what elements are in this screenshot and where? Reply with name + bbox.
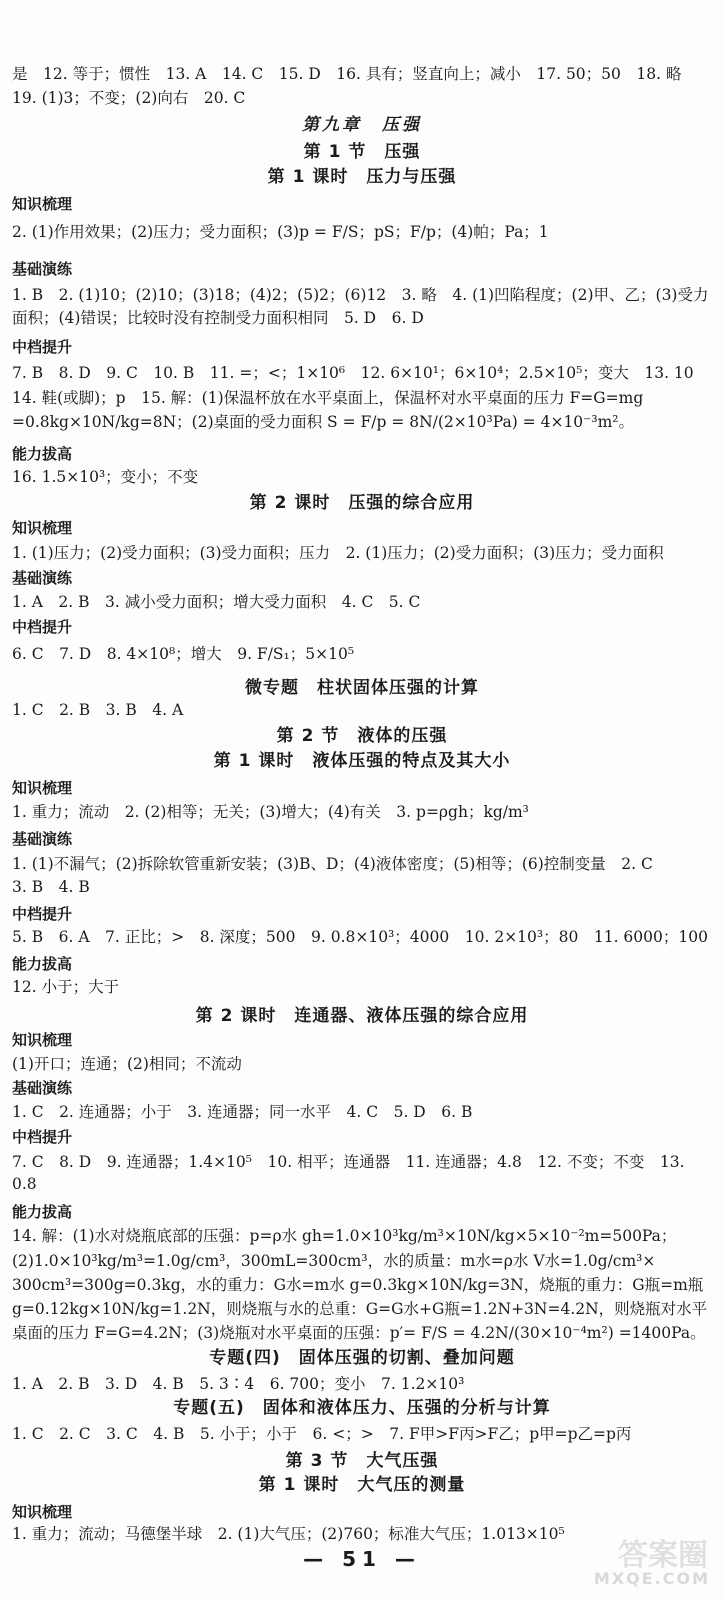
- answer-line: 0.8: [12, 1175, 37, 1193]
- subsection-heading: 基础演练: [12, 830, 73, 848]
- section-title: 第 1 课时 大气压的测量: [258, 1475, 466, 1495]
- answer-line: 12. 小于；大于: [12, 978, 120, 996]
- subsection-heading: 知识梳理: [12, 519, 73, 537]
- answer-line: 1. A 2. B 3. 减小受力面积；增大受力面积 4. C 5. C: [12, 593, 421, 611]
- answer-line: (1)开口；连通；(2)相同；不流动: [12, 1055, 242, 1073]
- answer-line: 19. (1)3；不变；(2)向右 20. C: [12, 89, 246, 107]
- subsection-heading: 知识梳理: [12, 195, 73, 213]
- answer-line: 1. (1)压力；(2)受力面积；(3)受力面积；压力 2. (1)压力；(2)受力面积；(3)压力；受力面积: [12, 544, 664, 562]
- answer-line: 16. 1.5×10³；变小；不变: [12, 468, 199, 486]
- answer-line: 1. C 2. C 3. C 4. B 5. 小于；小于 6. <；> 7. F甲>F丙>F乙；p甲=p乙=p丙: [12, 1425, 632, 1443]
- subsection-heading: 中档提升: [12, 905, 73, 923]
- watermark: [540, 1530, 718, 1592]
- section-title: 微专题 柱状固体压强的计算: [245, 678, 479, 698]
- answer-line: 6. C 7. D 8. 4×10⁸；增大 9. F/S₁；5×10⁵: [12, 645, 355, 663]
- answer-line: 是 12. 等于；惯性 13. A 14. C 15. D 16. 具有；竖直向上；减小 17. 50；50 18. 略: [12, 65, 682, 83]
- subsection-heading: 中档提升: [12, 618, 73, 636]
- section-title: 第 1 节 压强: [303, 142, 421, 162]
- section-title: 专题(五) 固体和液体压力、压强的分析与计算: [173, 1398, 551, 1418]
- page-number: — 51 —: [303, 1547, 421, 1571]
- subsection-heading: 基础演练: [12, 260, 73, 278]
- subsection-heading: 基础演练: [12, 569, 73, 587]
- answer-line: =0.8kg×10N/kg=8N；(2)桌面的受力面积 S = F/p = 8N/(2×10³Pa) = 4×10⁻³m²。: [12, 413, 634, 431]
- answer-line: 14. 鞋(或脚)；p 15. 解：(1)保温杯放在水平桌面上，保温杯对水平桌面的压力 F=G=mg: [12, 389, 644, 407]
- answer-line: 5. B 6. A 7. 正比；> 8. 深度；500 9. 0.8×10³；4000 10. 2×10³；80 11. 6000；100: [12, 928, 708, 946]
- answer-line: 1. C 2. 连通器；小于 3. 连通器；同一水平 4. C 5. D 6. B: [12, 1103, 473, 1121]
- section-title: 第 3 节 大气压强: [285, 1451, 439, 1471]
- watermark-text: MXQE.COM: [593, 1569, 710, 1588]
- answer-line: 面积；(4)错误；比较时没有控制受力面积相同 5. D 6. D: [12, 309, 424, 327]
- subsection-heading: 知识梳理: [12, 779, 73, 797]
- answer-line: 1. B 2. (1)10；(2)10；(3)18；(4)2；(5)2；(6)12 3. 略 4. (1)凹陷程度；(2)甲、乙；(3)受力: [12, 286, 709, 304]
- section-title: 专题(四) 固体压强的切割、叠加问题: [209, 1348, 515, 1368]
- answer-line: 2. (1)作用效果；(2)压力；受力面积；(3)p = F/S；pS；F/p；(4)帕；Pa；1: [12, 223, 549, 241]
- subsection-heading: 知识梳理: [12, 1031, 73, 1049]
- subsection-heading: 中档提升: [12, 1128, 73, 1146]
- answer-line: 1. 重力；流动；马德堡半球 2. (1)大气压；(2)760；标准大气压；1.013×10⁵: [12, 1525, 565, 1543]
- answer-line: 300cm³=300g=0.3kg，水的重力：G水=m水 g=0.3kg×10N/kg=3N，烧瓶的重力：G瓶=m瓶: [12, 1276, 704, 1294]
- subsection-heading: 能力拔高: [12, 1203, 73, 1221]
- section-title: 第 2 课时 连通器、液体压强的综合应用: [195, 1006, 529, 1026]
- subsection-heading: 能力拔高: [12, 445, 73, 463]
- subsection-heading: 中档提升: [12, 338, 73, 356]
- subsection-heading: 基础演练: [12, 1079, 73, 1097]
- subsection-heading: 知识梳理: [12, 1503, 73, 1521]
- answer-line: 1. (1)不漏气；(2)拆除软管重新安装；(3)B、D；(4)液体密度；(5)相等；(6)控制变量 2. C: [12, 855, 653, 873]
- watermark-logo: 答案圈: [618, 1538, 708, 1573]
- answer-line: 7. B 8. D 9. C 10. B 11. =；<；1×10⁶ 12. 6×10¹；6×10⁴；2.5×10⁵；变大 13. 10: [12, 364, 694, 382]
- answer-line: 桌面的压力 F=G=4.2N；(3)烧瓶对水平桌面的压强：p′= F/S = 4.2N/(30×10⁻⁴m²) =1400Pa。: [12, 1324, 706, 1342]
- answer-line: 1. A 2. B 3. D 4. B 5. 3∶4 6. 700；变小 7. 1.2×10³: [12, 1375, 465, 1393]
- answer-line: 1. 重力；流动 2. (2)相等；无关；(3)增大；(4)有关 3. p=ρgh；kg/m³: [12, 803, 529, 821]
- section-title: 第 2 课时 压强的综合应用: [249, 493, 475, 513]
- answer-line: 1. C 2. B 3. B 4. A: [12, 701, 184, 719]
- answer-line: (2)1.0×10³kg/m³=1.0g/cm³，300mL=300cm³，水的质量：m水=ρ水 V水=1.0g/cm³×: [12, 1252, 656, 1270]
- answer-line: 3. B 4. B: [12, 878, 90, 896]
- answer-line: 14. 解：(1)水对烧瓶底部的压强：p=ρ水 gh=1.0×10³kg/m³×10N/kg×5×10⁻²m=500Pa；: [12, 1227, 677, 1245]
- answer-line: g=0.12kg×10N/kg=1.2N，则烧瓶与水的总重：G=G水+G瓶=1.2N+3N=4.2N，则烧瓶对水平: [12, 1300, 708, 1318]
- section-title: 第 1 课时 液体压强的特点及其大小: [213, 751, 511, 771]
- section-title: 第 1 课时 压力与压强: [267, 167, 457, 187]
- chapter-title: 第九章 压强: [302, 115, 422, 135]
- answer-line: 7. C 8. D 9. 连通器；1.4×10⁵ 10. 相平；连通器 11. 连通器；4.8 12. 不变；不变 13.: [12, 1153, 685, 1171]
- section-title: 第 2 节 液体的压强: [276, 726, 448, 746]
- subsection-heading: 能力拔高: [12, 955, 73, 973]
